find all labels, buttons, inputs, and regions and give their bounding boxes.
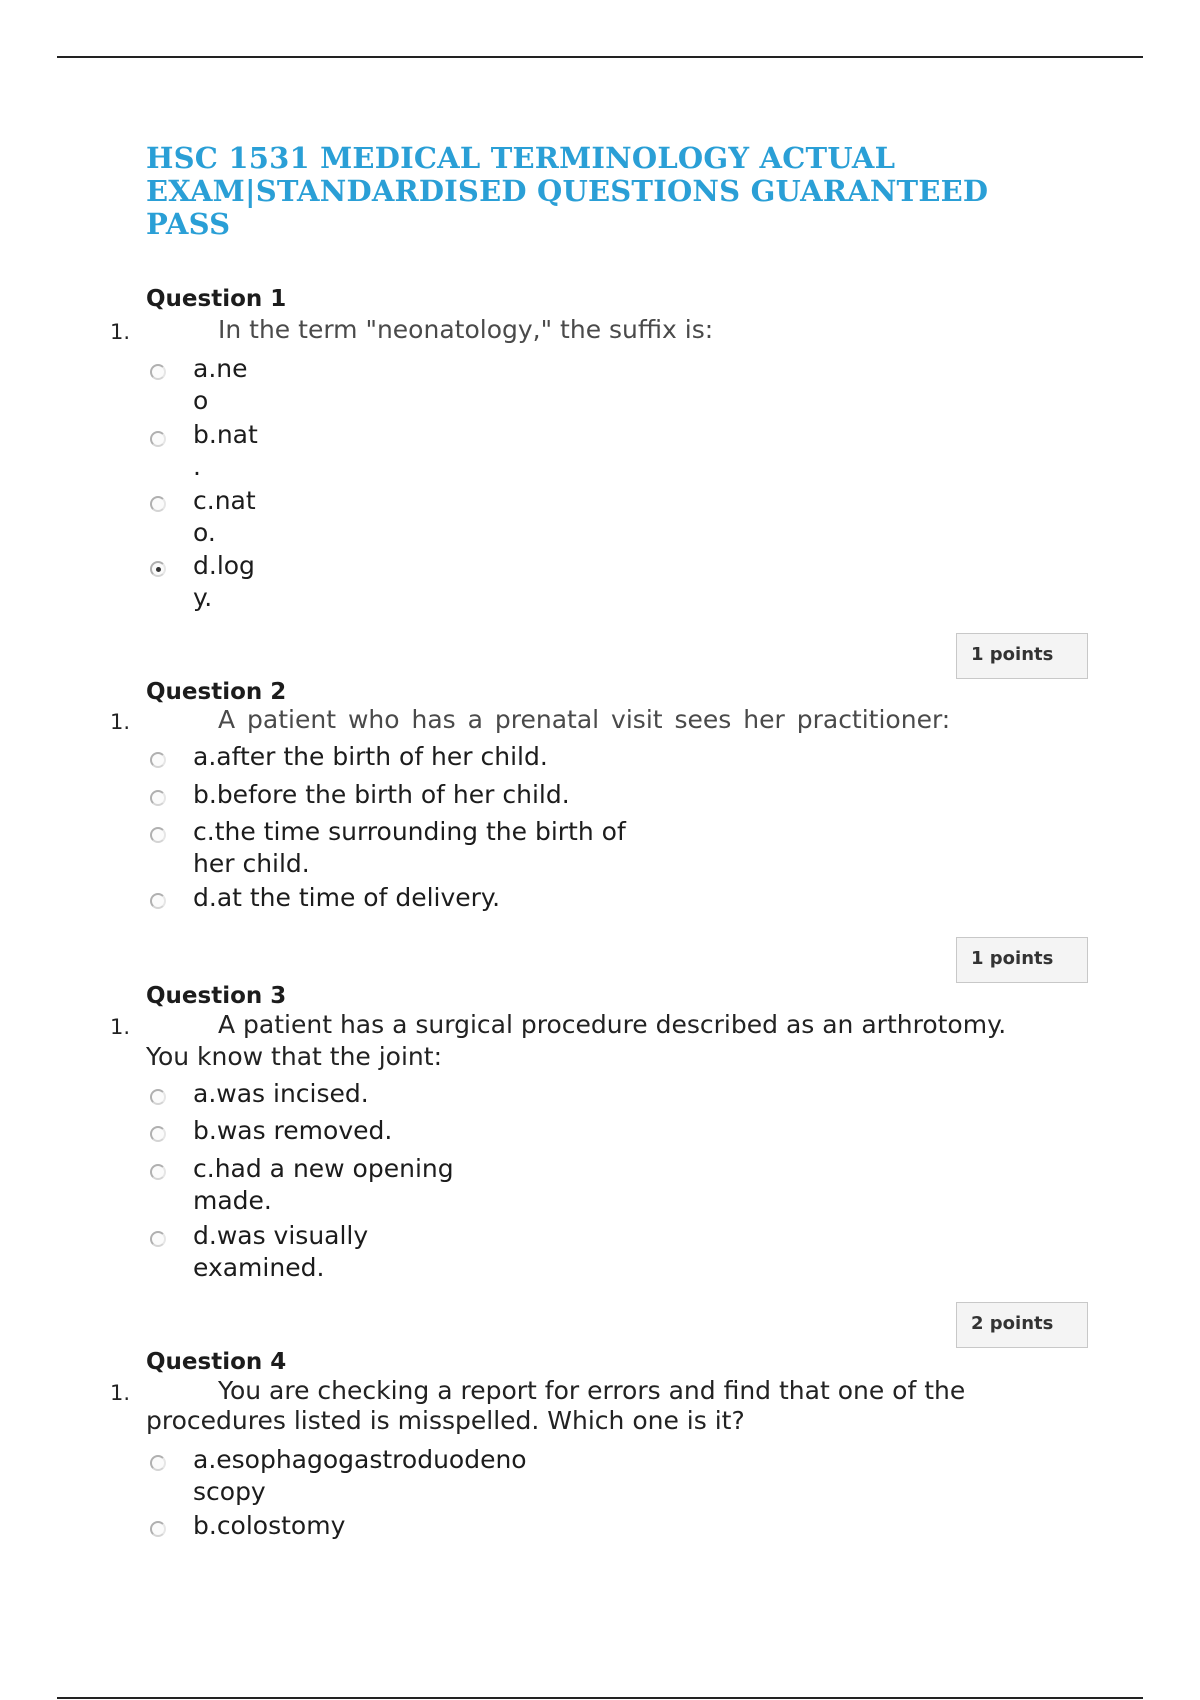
option-label[interactable]: b.colostomy	[193, 1511, 346, 1540]
question-text-continued: You know that the joint:	[146, 1042, 442, 1071]
question-text: A patient who has a prenatal visit sees her practitioner:	[218, 705, 951, 734]
option-label[interactable]: d.at the time of delivery.	[193, 883, 501, 912]
radio-button[interactable]	[150, 1455, 166, 1471]
title-line-2: EXAM|STANDARDISED QUESTIONS GUARANTEED	[146, 174, 989, 208]
radio-button[interactable]	[150, 364, 166, 380]
question-number: 1.	[110, 710, 131, 734]
radio-button[interactable]	[150, 496, 166, 512]
radio-button[interactable]	[150, 1521, 166, 1537]
question-heading: Question 1	[146, 286, 287, 312]
option-label[interactable]: b.nat .	[193, 420, 258, 481]
option-label[interactable]: b.was removed.	[193, 1116, 393, 1145]
option-label[interactable]: a.was incised.	[193, 1079, 369, 1108]
question-text: In the term "neonatology," the suffix is:	[218, 315, 714, 344]
question-text-continued: procedures listed is misspelled. Which one is it?	[146, 1406, 745, 1435]
question-text: A patient has a surgical procedure described as an arthrotomy.	[218, 1010, 1007, 1039]
radio-button[interactable]	[150, 790, 166, 806]
radio-button[interactable]	[150, 1126, 166, 1142]
question-number: 1.	[110, 1381, 131, 1405]
title-line-1: HSC 1531 MEDICAL TERMINOLOGY ACTUAL	[146, 141, 896, 175]
radio-button-selected[interactable]	[150, 561, 166, 577]
option-label[interactable]: c.had a new opening made.	[193, 1154, 454, 1215]
radio-button[interactable]	[150, 893, 166, 909]
radio-button[interactable]	[150, 431, 166, 447]
question-number: 1.	[110, 320, 131, 344]
option-label[interactable]: a.after the birth of her child.	[193, 742, 548, 771]
radio-button[interactable]	[150, 1089, 166, 1105]
title-line-3: PASS	[146, 207, 231, 241]
points-badge: 1 points	[956, 633, 1088, 679]
option-label[interactable]: d.was visually examined.	[193, 1221, 369, 1282]
question-heading: Question 4	[146, 1349, 287, 1375]
radio-button[interactable]	[150, 827, 166, 843]
radio-button[interactable]	[150, 1164, 166, 1180]
question-number: 1.	[110, 1015, 131, 1039]
option-label[interactable]: a.ne o	[193, 354, 248, 415]
question-text: You are checking a report for errors and find that one of the	[218, 1376, 966, 1405]
question-heading: Question 3	[146, 983, 287, 1009]
document-title	[146, 142, 1086, 241]
option-label[interactable]: c.nat o.	[193, 486, 256, 547]
points-badge: 2 points	[956, 1302, 1088, 1348]
option-label[interactable]: a.esophagogastroduodeno scopy	[193, 1445, 527, 1506]
option-label[interactable]: b.before the birth of her child.	[193, 780, 570, 809]
option-label[interactable]: d.log y.	[193, 551, 255, 612]
radio-button[interactable]	[150, 1231, 166, 1247]
bottom-divider	[57, 1697, 1143, 1699]
top-divider	[57, 56, 1143, 58]
radio-button[interactable]	[150, 752, 166, 768]
points-badge: 1 points	[956, 937, 1088, 983]
option-label[interactable]: c.the time surrounding the birth of her child.	[193, 817, 626, 878]
question-heading: Question 2	[146, 679, 287, 705]
